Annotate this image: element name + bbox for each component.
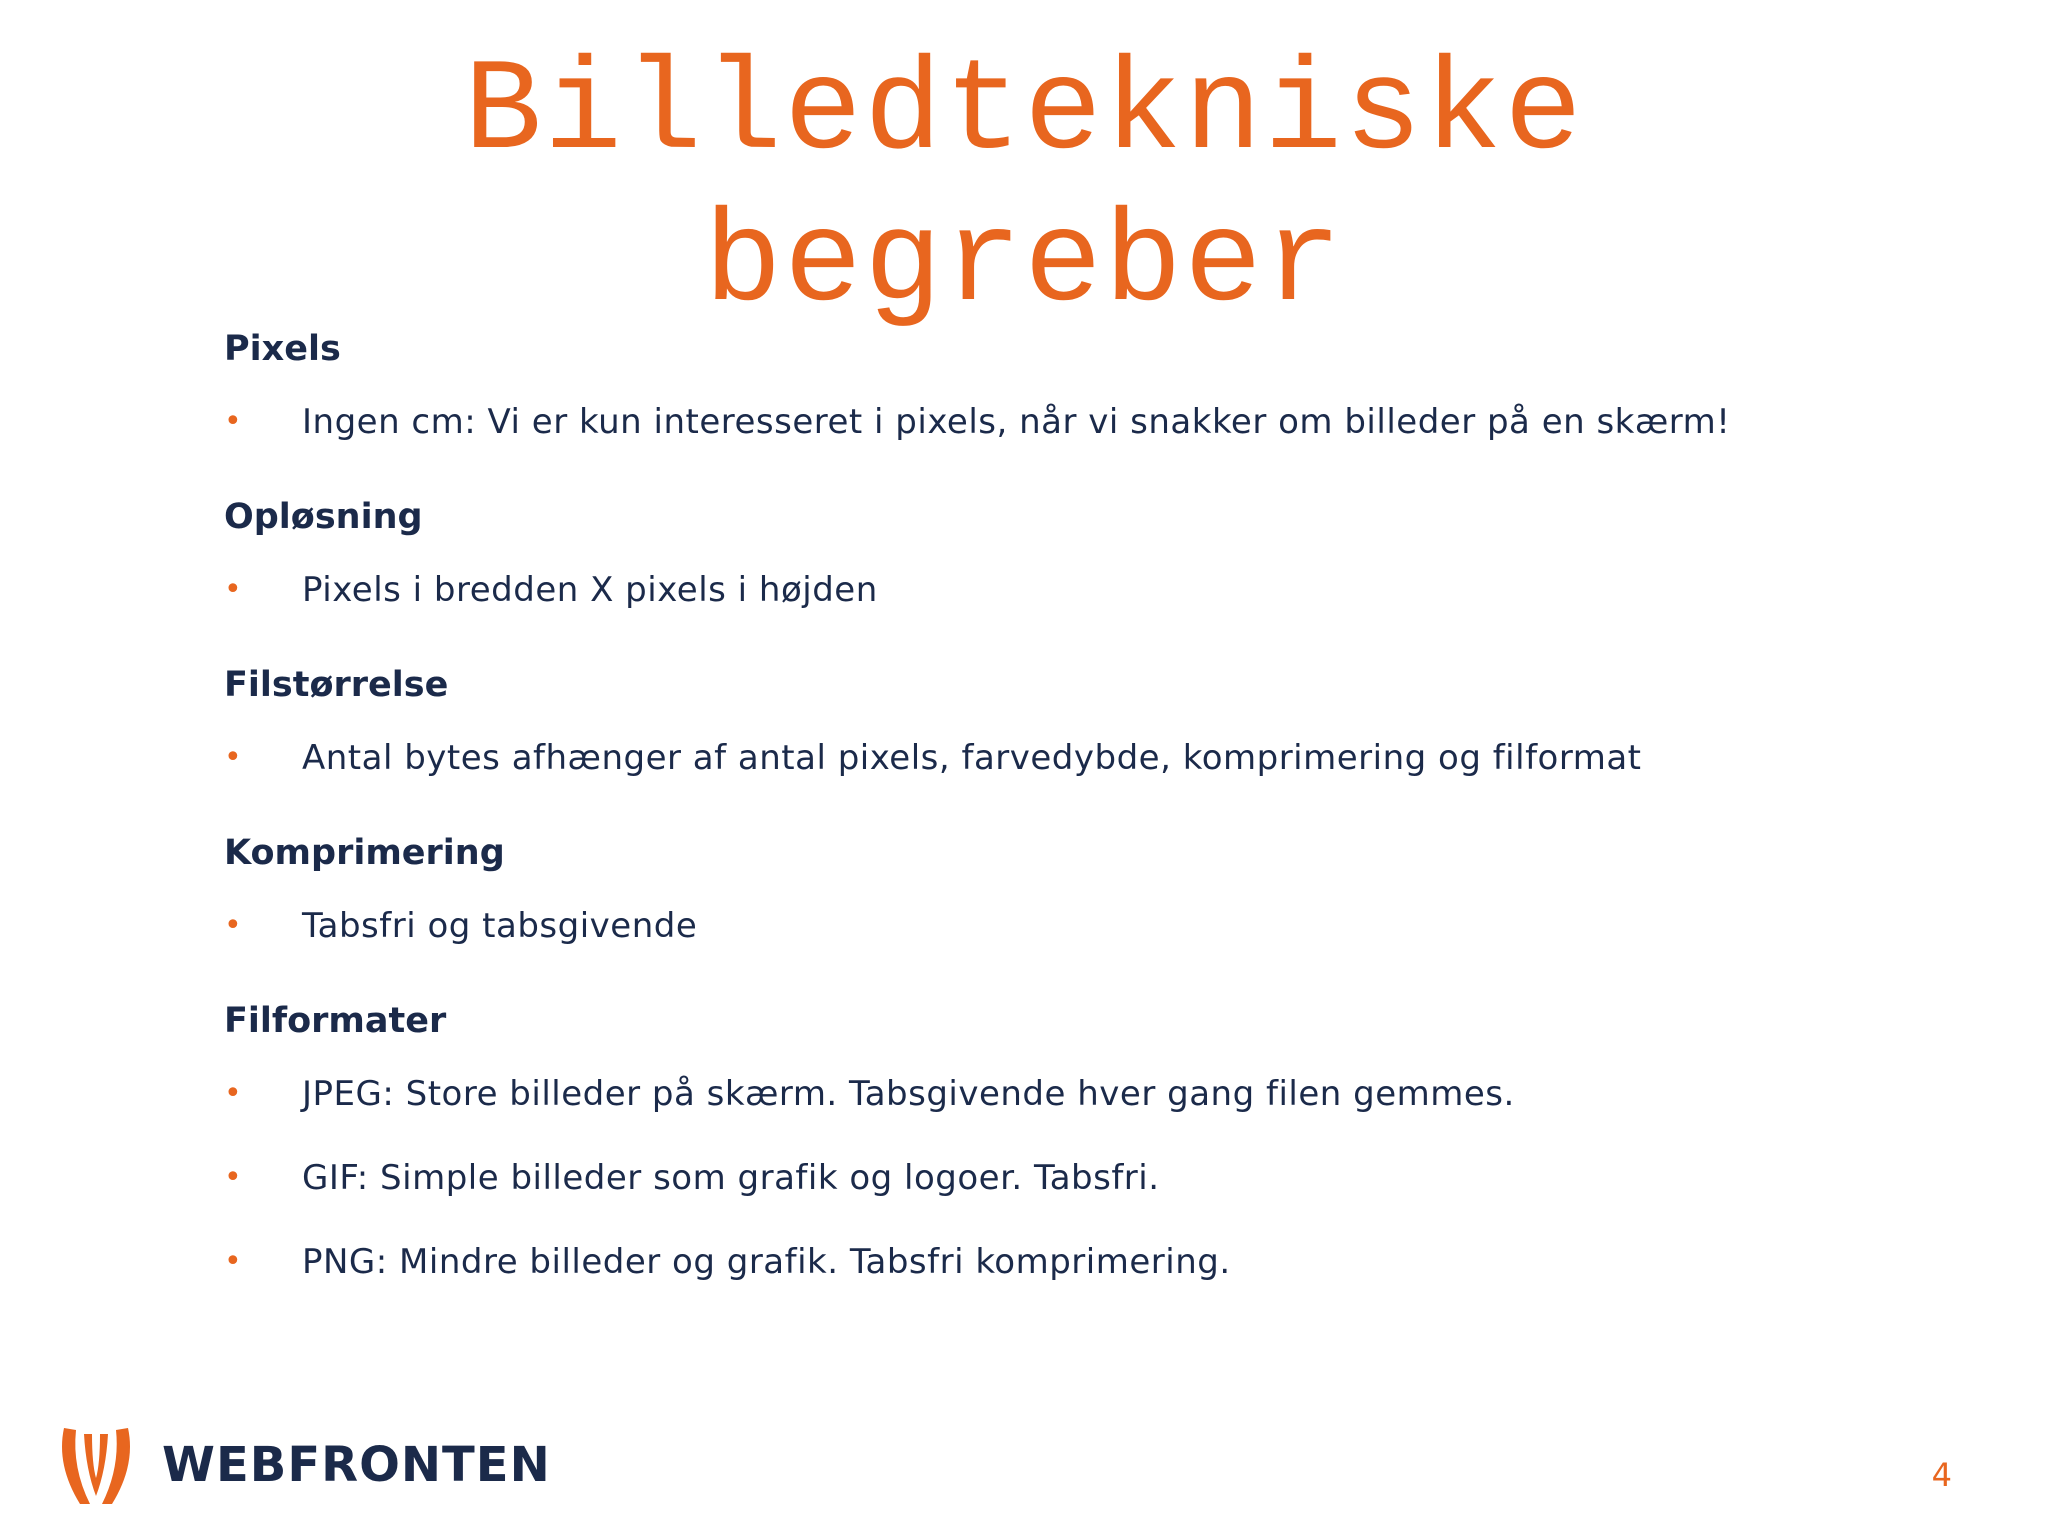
bullet-item (224, 1158, 1924, 1246)
bullet-dot-icon: • (224, 404, 243, 439)
title-line-1: Billedtekniske (463, 40, 1585, 187)
section-heading-filstorrelse: Filstørrelse (224, 665, 449, 705)
bullet-item (224, 1242, 1924, 1330)
slide-title (0, 38, 2048, 342)
bullet-item (224, 906, 1924, 994)
webfronten-logo (50, 1420, 551, 1510)
bullet-dot-icon: • (224, 1076, 243, 1111)
bullet-dot-icon: • (224, 572, 243, 607)
bullet-text: JPEG: Store billeder på skærm. Tabsgivende hver gang filen gemmes. (302, 1074, 1515, 1114)
bullet-text: Antal bytes afhænger af antal pixels, farvedybde, komprimering og filformat (302, 738, 1642, 778)
title-line-2: begreber (703, 192, 1345, 339)
bullet-text: Ingen cm: Vi er kun interesseret i pixels, når vi snakker om billeder på en skærm! (302, 402, 1731, 442)
page-number: 4 (1931, 1456, 1952, 1494)
bullet-text: PNG: Mindre billeder og grafik. Tabsfri komprimering. (302, 1242, 1231, 1282)
section-heading-filformater: Filformater (224, 1001, 447, 1041)
bullet-text: GIF: Simple billeder som grafik og logoer. Tabsfri. (302, 1158, 1160, 1198)
slide-content (224, 322, 1924, 1330)
bullet-dot-icon: • (224, 1244, 243, 1279)
bullet-item (224, 402, 1924, 490)
bullet-item (224, 738, 1924, 826)
bullet-item (224, 570, 1924, 658)
bullet-dot-icon: • (224, 1160, 243, 1195)
bullet-dot-icon: • (224, 740, 243, 775)
section-heading-oplosning: Opløsning (224, 497, 423, 537)
bullet-dot-icon: • (224, 908, 243, 943)
bullet-text: Tabsfri og tabsgivende (302, 906, 698, 946)
bullet-item (224, 1074, 1924, 1162)
webfronten-logo-icon (50, 1420, 142, 1510)
bullet-text: Pixels i bredden X pixels i højden (302, 570, 878, 610)
section-heading-komprimering: Komprimering (224, 833, 505, 873)
section-heading-pixels: Pixels (224, 329, 341, 369)
logo-text: WEBFRONTEN (162, 1437, 551, 1493)
